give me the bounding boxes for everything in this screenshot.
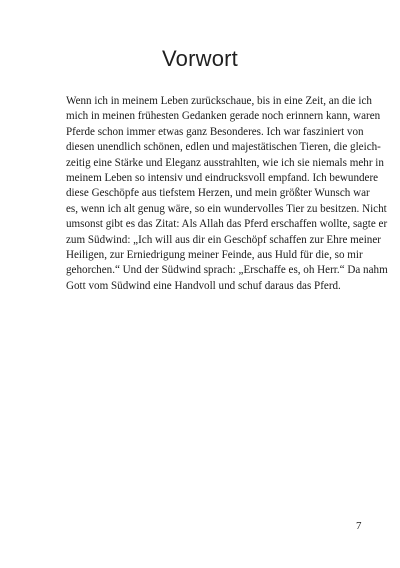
text-line: Pferde schon immer etwas ganz Besonderes. Ich war fasziniert von [66,125,364,138]
text-line: diese Geschöpfe aus tiefstem Herzen, und mein größter Wunsch war [66,187,370,200]
foreword-paragraph [66,94,388,294]
text-line: Wenn ich in meinem Leben zurückschaue, bis in eine Zeit, an die ich [66,95,372,107]
text-line: mich in meinen frühesten Gedanken gerade noch erinnern kann, waren [66,110,381,123]
text-line: zum Südwind: „Ich will aus dir ein Geschöpf schaffen zur Ehre meiner [66,233,381,246]
text-line: Gott vom Südwind eine Handvoll und schuf daraus das Pferd. [66,279,341,292]
text-line: zeitig eine Stärke und Eleganz ausstrahlten, wie ich sie niemals mehr in [66,156,384,169]
page-title: Vorwort [162,46,238,71]
text-line: es, wenn ich alt genug wäre, so ein wundervolles Tier zu besitzen. Nicht [66,202,387,215]
text-line: meinem Leben so intensiv und eindrucksvoll empfand. Ich bewundere [66,172,379,185]
page-number: 7 [356,520,362,532]
text-line: gehorchen.“ Und der Südwind sprach: „Erschaffe es, oh Herr.“ Da nahm [66,264,388,277]
text-line: umsonst gibt es das Zitat: Als Allah das Pferd erschaffen wollte, sagte er [66,218,388,231]
text-line: diesen unendlich schönen, edlen und majestätischen Tieren, die gleich- [66,141,381,154]
text-line: Heiligen, zur Erniedrigung meiner Feinde, aus Huld für die, so mir [66,249,363,262]
